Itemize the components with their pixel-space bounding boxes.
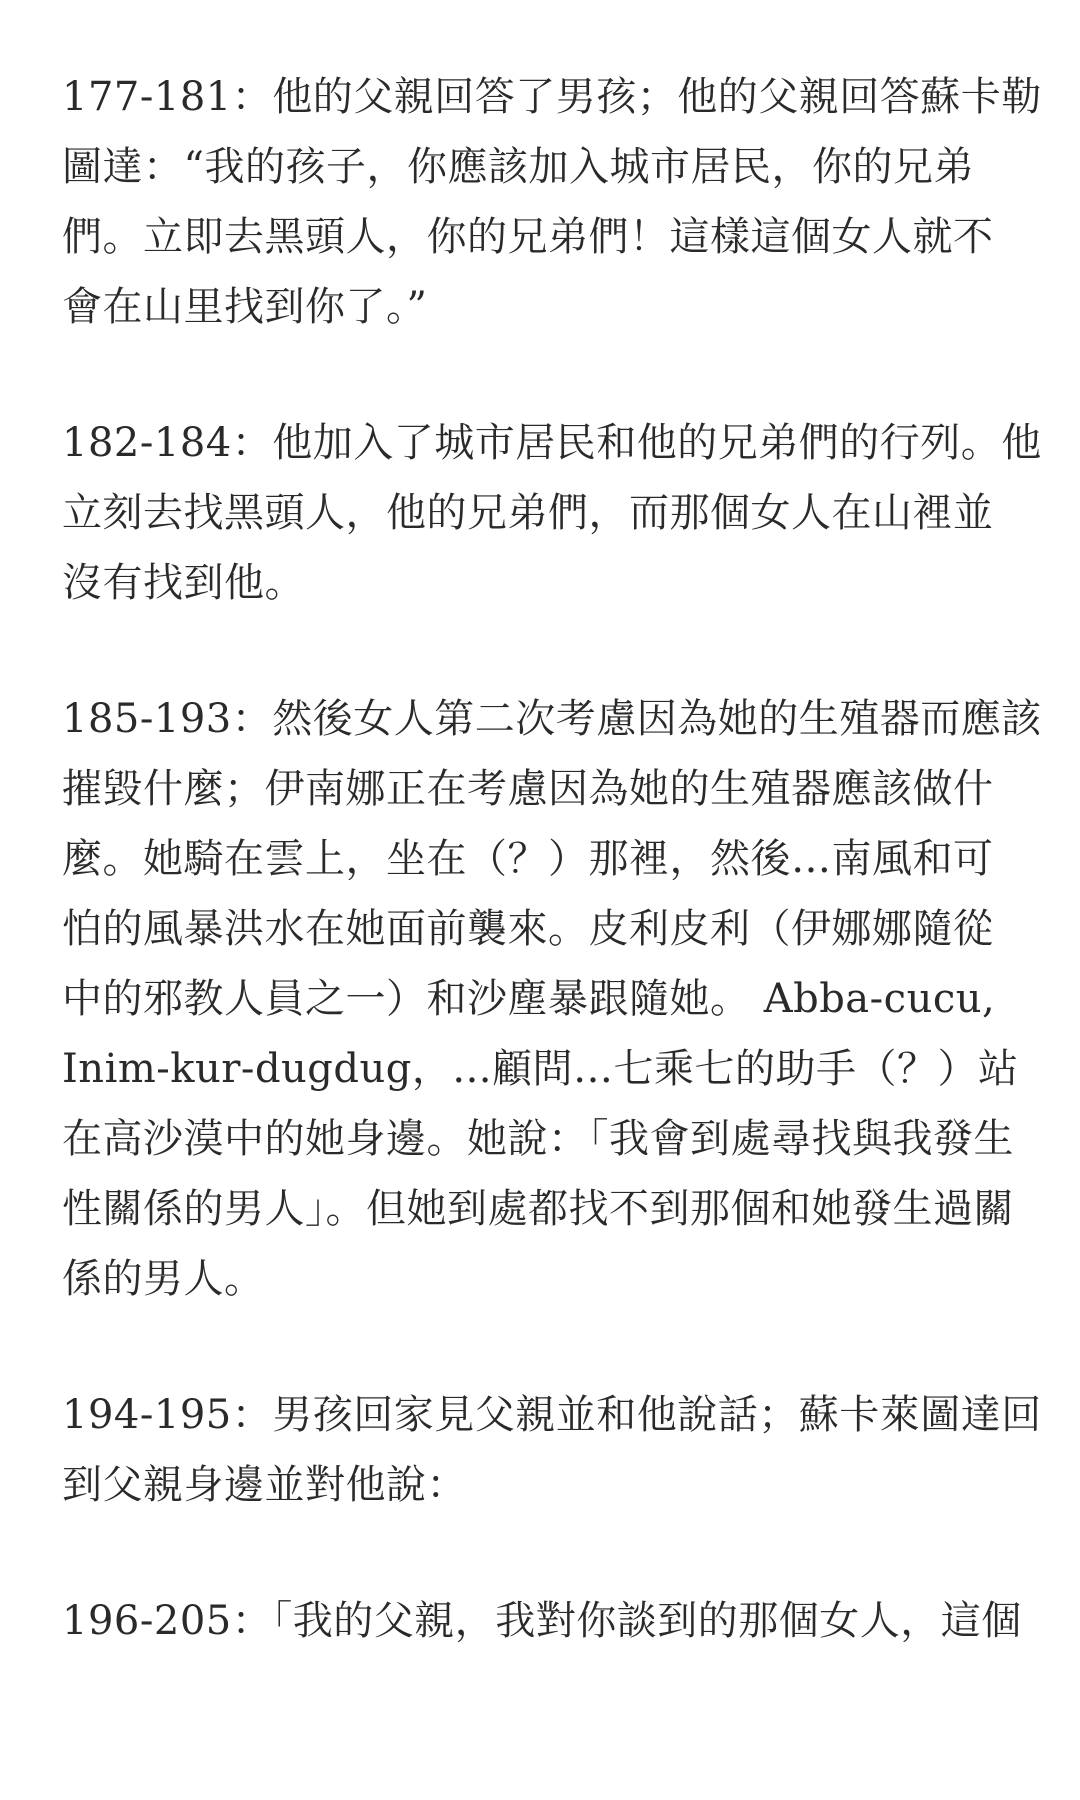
text-line: 立刻去找黑頭人，他的兄弟們，而那個女人在山裡並 xyxy=(62,490,994,536)
text-line: 在高沙漠中的她身邊。她說：「我會到處尋找與我發生 xyxy=(62,1116,1014,1162)
text-line: 麼。她騎在雲上，坐在（？）那裡，然後…南風和可 xyxy=(62,836,994,882)
paragraph-177-181 xyxy=(62,62,1042,342)
text-line: 177-181：他的父親回答了男孩；他的父親回答蘇卡勒 xyxy=(62,74,1042,120)
text-line: 185-193：然後女人第二次考慮因為她的生殖器而應該 xyxy=(62,696,1042,742)
text-line: 性關係的男人」。但她到處都找不到那個和她發生過關 xyxy=(62,1186,1014,1232)
paragraph-196-205 xyxy=(62,1586,1022,1656)
article-body xyxy=(62,62,1042,1722)
paragraph-185-193 xyxy=(62,684,1042,1314)
text-line: 怕的風暴洪水在她面前襲來。皮利皮利（伊娜娜隨從 xyxy=(62,906,994,952)
text-line: Inim-kur-dugdug，...顧問…七乘七的助手（？）站 xyxy=(62,1046,1019,1092)
text-line: 182-184：他加入了城市居民和他的兄弟們的行列。他 xyxy=(62,420,1042,466)
text-line: 會在山里找到你了。” xyxy=(62,284,428,330)
text-line: 194-195：男孩回家見父親並和他說話；蘇卡萊圖達回 xyxy=(62,1392,1042,1438)
text-line: 摧毀什麼；伊南娜正在考慮因為她的生殖器應該做什 xyxy=(62,766,994,812)
text-line: 沒有找到他。 xyxy=(62,560,305,606)
text-line: 圖達：“我的孩子，你應該加入城市居民，你的兄弟 xyxy=(62,144,974,190)
text-line: 中的邪教人員之一）和沙塵暴跟隨她。 Abba-cucu, xyxy=(62,976,996,1022)
text-line: 們。立即去黑頭人，你的兄弟們！這樣這個女人就不 xyxy=(62,214,994,260)
paragraph-182-184 xyxy=(62,408,1042,618)
text-line: 到父親身邊並對他說： xyxy=(62,1462,467,1508)
paragraph-194-195 xyxy=(62,1380,1042,1520)
text-line: 係的男人。 xyxy=(62,1256,265,1302)
text-line: 196-205：「我的父親，我對你談到的那個女人，這個 xyxy=(62,1598,1022,1644)
